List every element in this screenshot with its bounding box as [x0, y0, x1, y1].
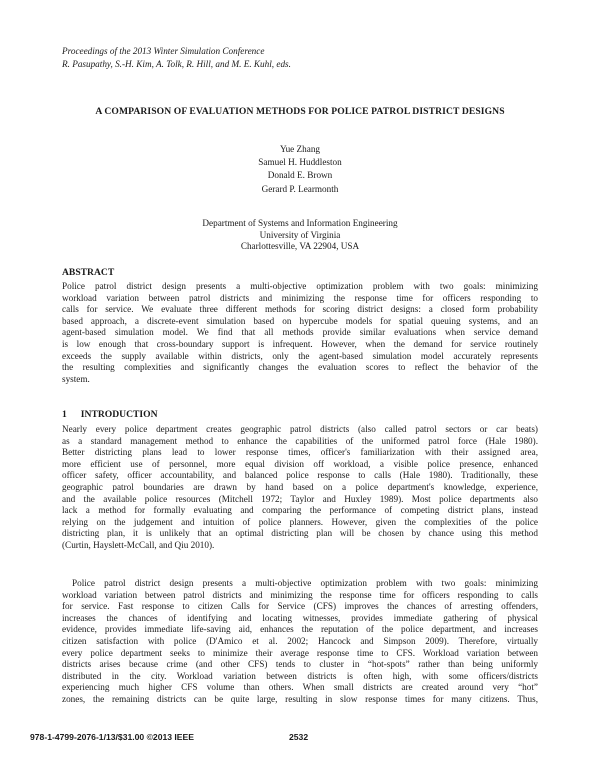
text-line: lack a method for formally evaluating and comparing the performance of competing district plans, instead: [62, 505, 538, 516]
abstract-body: [62, 281, 538, 385]
text-line: calls for service. We evaluate three different methods for scoring district designs: a closed form probability: [62, 304, 538, 315]
text-line: officer safety, officer accountability, and balanced police response to calls (Hale 1980). Traditionally, these: [62, 470, 538, 481]
text-line: every police department seeks to minimize their average response time to CFS. Workload variation between: [62, 647, 538, 658]
author-name: Yue Zhang: [279, 144, 321, 154]
section-title: INTRODUCTION: [80, 409, 158, 420]
author-name: Gerard P. Learmonth: [261, 183, 339, 194]
text-line: (Curtin, Hayslett-McCall, and Qiu 2010).: [62, 539, 215, 550]
text-line: agent-based simulation model. We find that all methods provide similar evaluations when service demand: [62, 327, 538, 338]
text-line: Nearly every police department creates geographic patrol districts (also called patrol sectors or car beats): [62, 424, 538, 434]
affiliation: [0, 218, 600, 253]
paper-title: A COMPARISON OF EVALUATION METHODS FOR POLICE PATROL DISTRICT DESIGNS: [95, 106, 505, 117]
abstract-heading: ABSTRACT: [62, 267, 115, 278]
author-list: [0, 143, 600, 196]
text-line: is low enough that cross-boundary support is infrequent. However, when the demand for service routinely: [62, 338, 538, 349]
text-line: more efficient use of personnel, more equal division off workload, a visible police presence, enhanced: [62, 458, 538, 469]
text-line: experiencing much higher CFS volume than others. When small districts are created around very “hot”: [62, 682, 538, 693]
editors-header: R. Pasupathy, S.-H. Kim, A. Tolk, R. Hill, and M. E. Kuhl, eds.: [62, 59, 291, 69]
introduction-paragraph-2: [62, 578, 538, 706]
text-line: Better districting plans lead to lower response times, officer's familiarization with their assigned area,: [62, 447, 538, 458]
text-line: workload variation between patrol districts and minimizing the response time for officers responding to calls: [62, 589, 538, 600]
section-number: 1: [62, 409, 67, 420]
page-number: 2532: [289, 732, 309, 742]
text-line: increases the chances of identifying and locating witnesses, provides immediate gathering of physical: [62, 612, 538, 623]
text-line: districting plan, it is unlikely that an optimal districting plan will be chosen by chance using this method: [62, 528, 538, 539]
affiliation-line: Department of Systems and Information Engineering: [202, 218, 398, 228]
text-line: workload variation between patrol districts and minimizing the response time for officers responding to: [62, 292, 538, 303]
text-line: geographic patrol boundaries are drawn by hand based on a police department's knowledge, experience,: [62, 481, 538, 492]
copyright-footer: 978-1-4799-2076-1/13/$31.00 ©2013 IEEE: [30, 732, 195, 742]
introduction-heading: [62, 409, 158, 420]
proceedings-header: Proceedings of the 2013 Winter Simulation Conference: [62, 46, 265, 56]
affiliation-line: Charlottesville, VA 22904, USA: [240, 241, 360, 252]
text-line: Police patrol district design presents a multi-objective optimization problem with two goals: minimizing: [62, 281, 538, 291]
author-name: Samuel H. Huddleston: [258, 157, 342, 168]
text-line: based approach, a discrete-event simulation based on hypercube models for spatial queuing systems, and an: [62, 315, 538, 326]
introduction-paragraph-1: [62, 424, 538, 552]
text-line: evidence, provides immediate life-saving aid, enhances the reputation of the police department, and increases: [62, 624, 538, 635]
text-line: for service. Fast response to citizen Calls for Service (CFS) improves the chances of arresting offenders,: [62, 601, 538, 612]
text-line: exceeds the supply available within districts, only the agent-based simulation model accurately represents: [62, 350, 538, 361]
text-line: system.: [62, 373, 90, 384]
text-line: zones, the remaining districts can be quite large, resulting in slow response times for many citizens. Thus,: [62, 693, 538, 704]
text-line: relying on the judgement and intuition of police planners. However, given the complexities of the police: [62, 516, 538, 527]
text-line: the resulting complexities and significantly changes the evaluation scores to reflect the behavior of the: [62, 362, 538, 373]
text-line: Police patrol district design presents a multi-objective optimization problem with two goals: minimizing: [72, 578, 538, 588]
text-line: districts arises because crime (and other CFS) tends to cluster in “hot-spots” rather than being uniformly: [62, 659, 538, 670]
text-line: citizen satisfaction with police (D'Amico et al. 2002; Hancock and Simpson 2009). Therefore, virtually: [62, 635, 538, 646]
affiliation-line: University of Virginia: [259, 229, 341, 240]
author-name: Donald E. Brown: [267, 170, 333, 181]
text-line: as a standard management method to enhance the capabilities of the uniformed patrol force (Hale 1980).: [62, 435, 538, 446]
text-line: and the available police resources (Mitchell 1972; Taylor and Huxley 1989). Most police departments also: [62, 493, 538, 504]
text-line: distributed in the city. Workload variation between districts is often high, with some officers/districts: [62, 670, 538, 681]
